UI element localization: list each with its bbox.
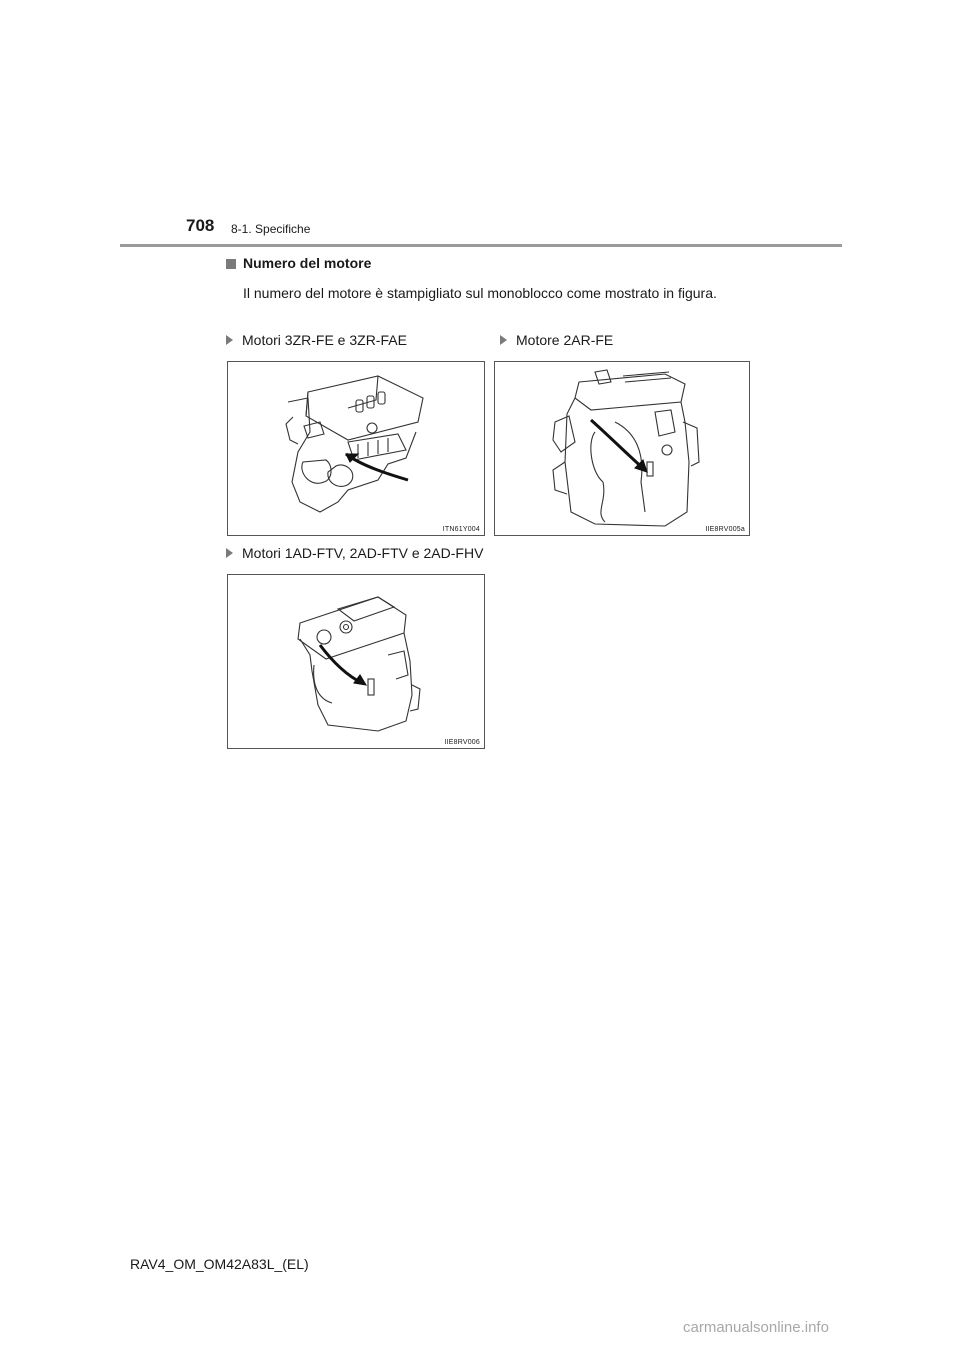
figure-label-text: Motori 3ZR-FE e 3ZR-FAE	[242, 332, 407, 348]
figure-code: ITN61Y004	[442, 526, 480, 533]
figure-label-3zr	[226, 332, 407, 348]
engine-3zr-figure	[227, 361, 485, 536]
engine-ad-illustration-icon	[228, 575, 484, 748]
figure-code: IIE8RV006	[444, 739, 480, 746]
engine-2ar-figure	[494, 361, 750, 536]
square-bullet-icon	[226, 259, 236, 269]
figure-label-ad	[226, 545, 483, 561]
section-body: Il numero del motore è stampigliato sul monoblocco come mostrato in figura.	[243, 285, 717, 301]
figure-label-text: Motori 1AD-FTV, 2AD-FTV e 2AD-FHV	[242, 545, 484, 561]
figure-code: IIE8RV005a	[705, 526, 745, 533]
triangle-bullet-icon	[500, 335, 507, 345]
engine-3zr-illustration-icon	[228, 362, 484, 535]
watermark: carmanualsonline.info	[683, 1319, 829, 1336]
figure-label-2ar	[500, 332, 613, 348]
header-rule	[120, 244, 842, 247]
triangle-bullet-icon	[226, 548, 233, 558]
page-number: 708	[186, 216, 215, 235]
engine-2ar-illustration-icon	[495, 362, 749, 535]
engine-ad-figure	[227, 574, 485, 749]
section-label: 8-1. Specifiche	[231, 222, 311, 236]
triangle-bullet-icon	[226, 335, 233, 345]
figure-label-text: Motore 2AR-FE	[516, 332, 614, 348]
footer-doc-id: RAV4_OM_OM42A83L_(EL)	[130, 1256, 309, 1272]
section-heading: Numero del motore	[243, 255, 372, 271]
